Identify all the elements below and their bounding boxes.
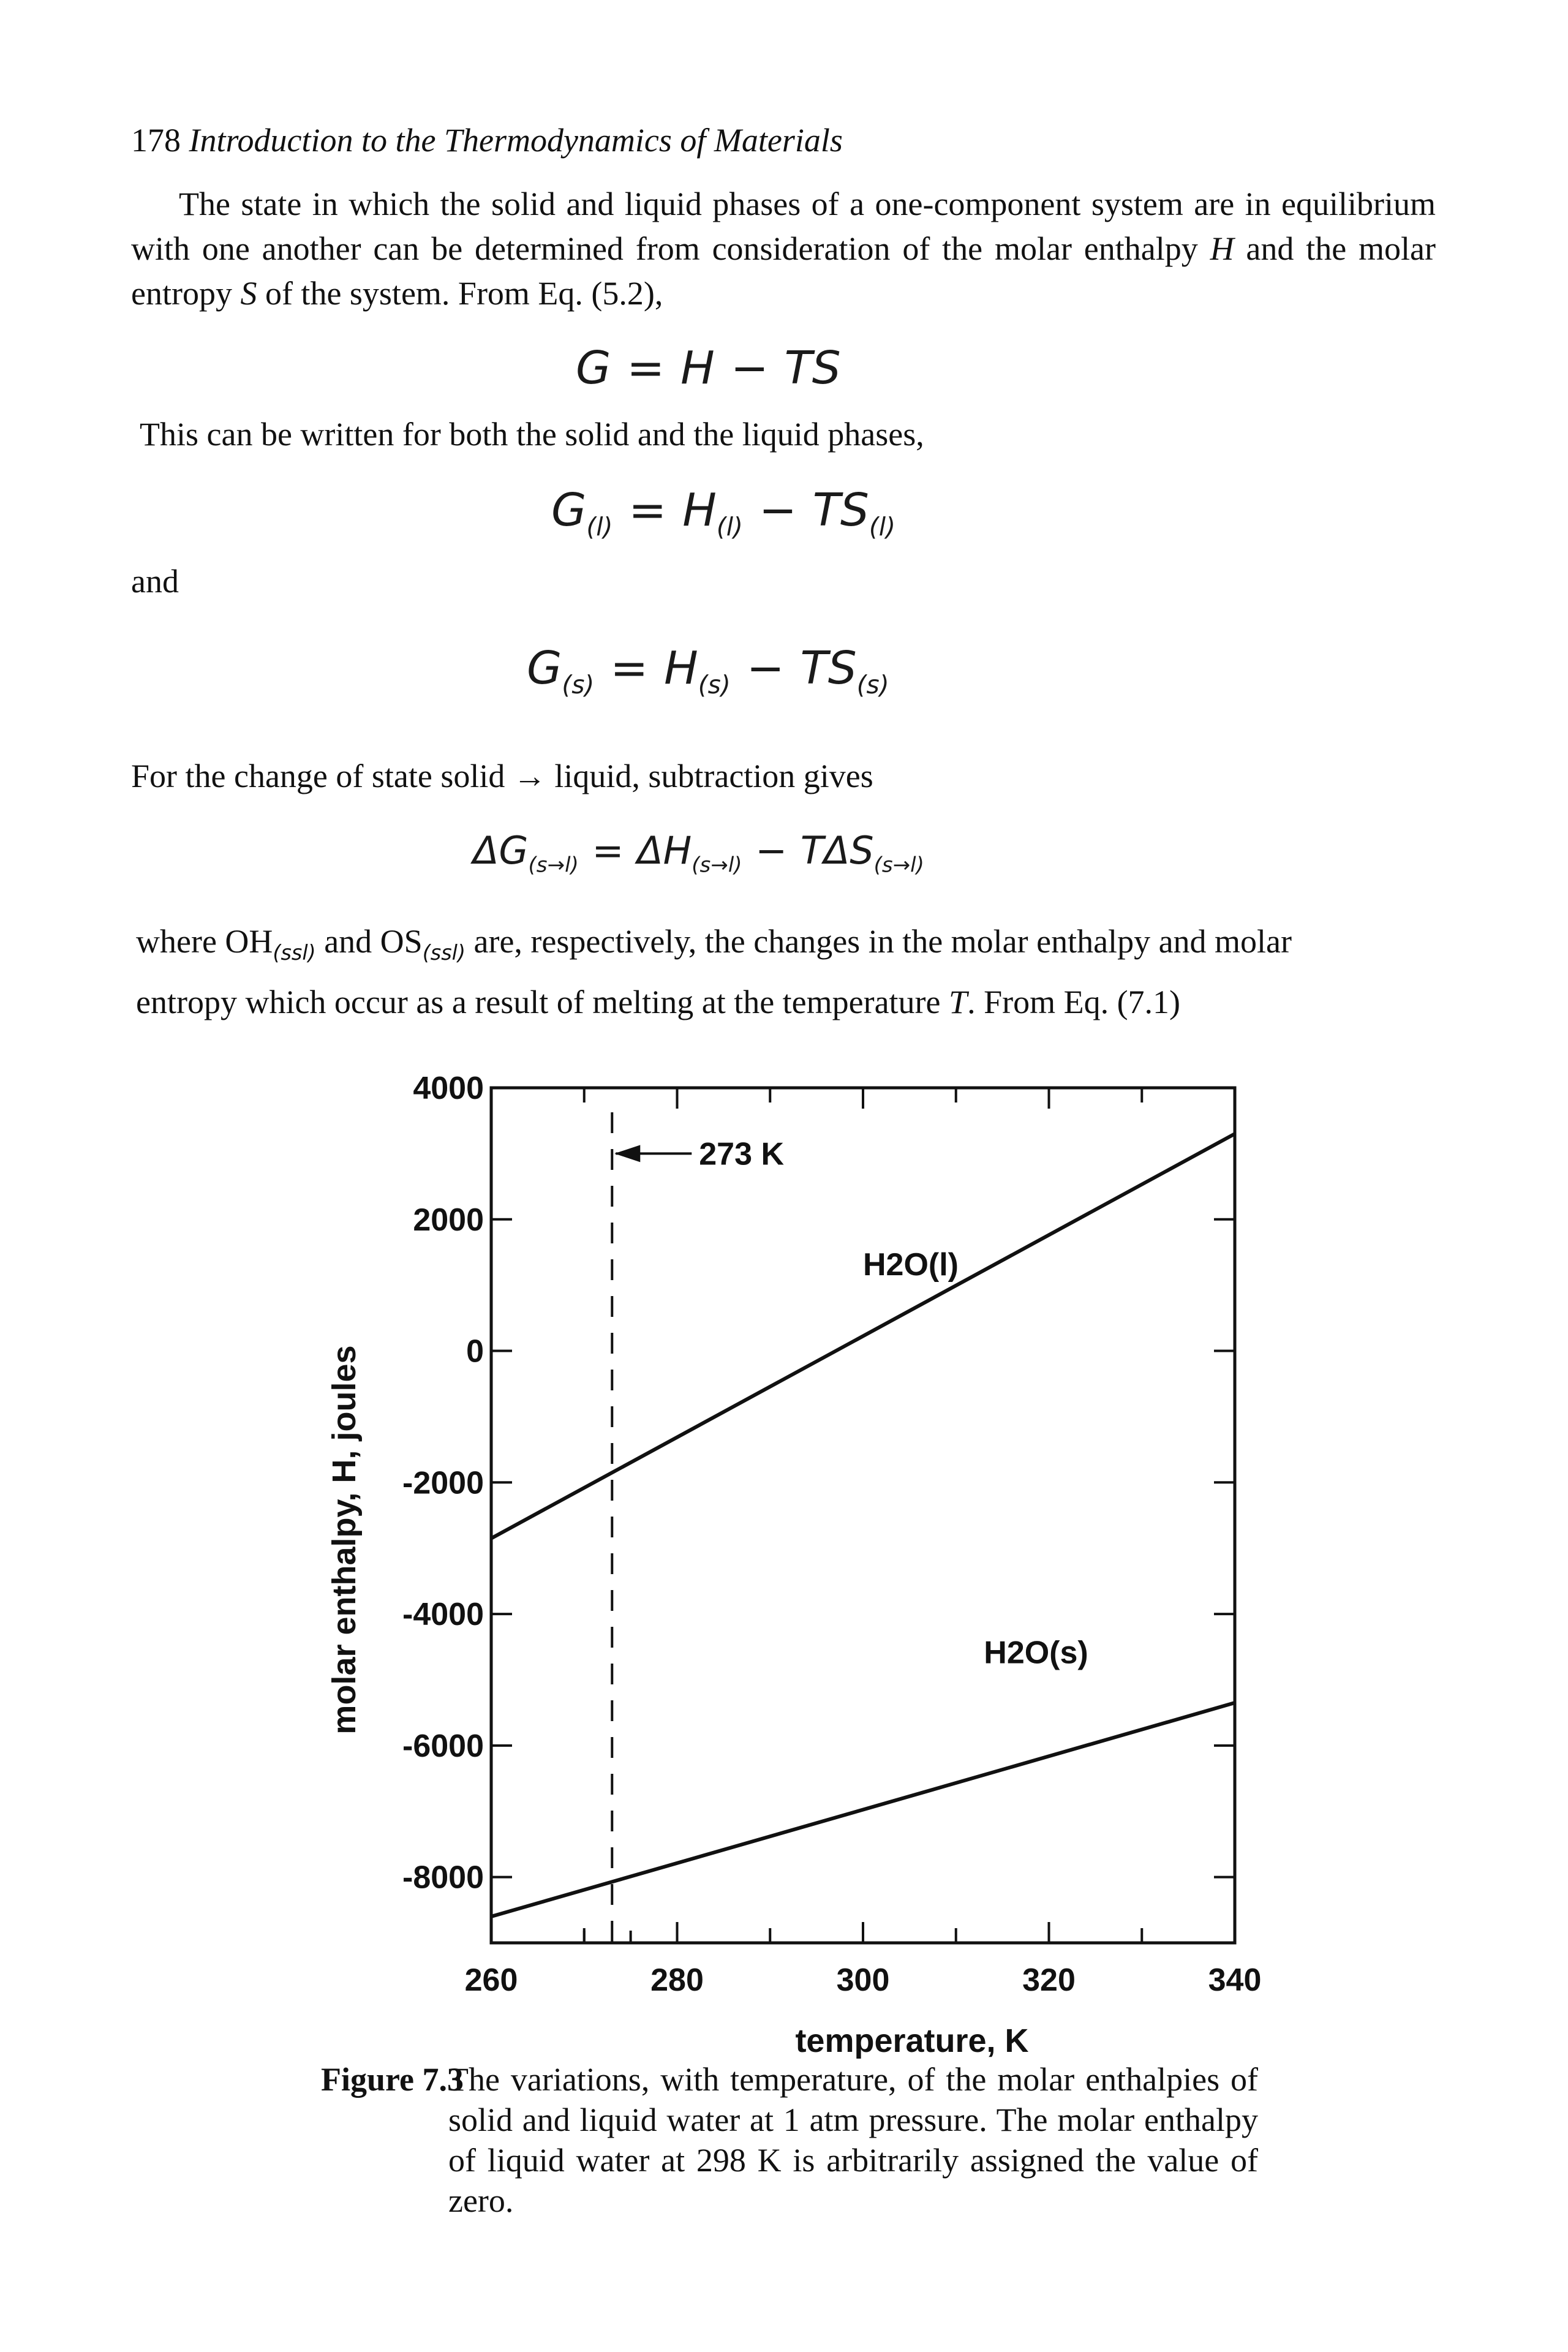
eq2-h: H (682, 484, 717, 537)
x-axis-label: temperature, K (795, 2022, 1029, 2059)
where-b: and OS (315, 923, 423, 960)
marker-label: 273 K (699, 1136, 785, 1172)
symbol-T: T (949, 984, 968, 1020)
equation-solid (527, 642, 889, 699)
eq3-g: G (527, 642, 562, 695)
entropy-a: entropy which occur as a result of melting at the temperature (136, 984, 949, 1020)
eq2-equals: = (628, 484, 667, 537)
eq2-sub-h: (l) (716, 511, 743, 541)
eq3-h: H (664, 642, 698, 695)
eq3-equals: = (610, 642, 649, 695)
eq3-sub-g: (s) (562, 669, 595, 699)
plot-frame (491, 1088, 1235, 1943)
figure-caption (321, 2059, 1258, 2221)
series-line-liquid (491, 1134, 1235, 1538)
y-tick-label: -8000 (402, 1860, 484, 1896)
eq4-dh: ΔH (637, 828, 692, 873)
eq2-minus: − (758, 484, 797, 537)
x-tick-label: 300 (836, 1962, 890, 1998)
eq1-ts: TS (784, 342, 841, 394)
line-change: For the change of state solid → liquid, subtraction gives (131, 758, 873, 794)
eq1-minus: − (730, 342, 769, 394)
y-tick-label: 2000 (413, 1202, 484, 1238)
eq4-dg: ΔG (473, 828, 529, 873)
where-c: are, respectively, the changes in the molar enthalpy and molar (466, 923, 1292, 960)
eq1-h: H (680, 342, 715, 394)
book-title: Introduction to the Thermodynamics of Materials (189, 122, 843, 159)
eq4-equals: = (592, 828, 624, 873)
y-tick-label: 4000 (413, 1071, 484, 1106)
eq4-sub-h: (s→l) (692, 853, 742, 878)
eq1-equals: = (627, 342, 665, 394)
x-tick-label: 340 (1208, 1962, 1262, 1998)
eq3-ts: TS (800, 642, 857, 695)
marker-arrow-head (614, 1145, 640, 1162)
series-line-solid (491, 1703, 1235, 1917)
symbol-S: S (240, 275, 257, 312)
eq2-sub-g: (l) (586, 511, 613, 541)
y-tick-label: 0 (466, 1333, 484, 1370)
eq3-minus: − (746, 642, 785, 695)
y-tick-label: -2000 (402, 1465, 484, 1501)
entropy-line (136, 983, 1180, 1021)
eq2-sub-s: (l) (869, 511, 895, 541)
eq2-ts: TS (812, 484, 869, 537)
paragraph-1-end: of the system. From Eq. (5.2), (257, 275, 663, 312)
where-line (136, 922, 1292, 965)
eq4-sub-g: (s→l) (528, 853, 579, 878)
paragraph-1-mid: and the molar entropy (131, 230, 1436, 312)
x-tick-label: 320 (1022, 1962, 1076, 1998)
symbol-H: H (1210, 230, 1234, 267)
x-tick-label: 280 (650, 1962, 704, 1998)
eq3-sub-s: (s) (856, 669, 889, 699)
caption-text: The variations, with temperature, of the molar enthalpies of solid and liquid water at 1 atm pressure. The molar enthalpy of liquid water at 298 K is arbitrarily assigned the value of zero. (448, 2061, 1258, 2219)
where-a: where OH (136, 923, 273, 960)
y-tick-label: -6000 (402, 1728, 484, 1764)
eq3-sub-h: (s) (698, 669, 731, 699)
series-label-liquid: H2O(l) (863, 1247, 959, 1283)
y-axis-label: molar enthalpy, H, joules (326, 1345, 363, 1735)
paragraph-1 (131, 182, 1436, 316)
eq4-minus: − (755, 828, 788, 873)
where-sub1: (ssl) (273, 940, 316, 965)
eq2-g: G (551, 484, 587, 537)
enthalpy-chart (306, 1054, 1286, 2070)
series-label-solid: H2O(s) (984, 1635, 1088, 1671)
equation-change (473, 828, 924, 877)
eq4-sub-s: (s→l) (873, 853, 924, 878)
running-header (131, 121, 843, 159)
eq1-g: G (576, 342, 611, 394)
line-written: This can be written for both the solid and the liquid phases, (140, 416, 924, 453)
eq4-tds: TΔS (800, 828, 874, 873)
page-number: 178 (131, 122, 181, 159)
caption-label: Figure 7.3 (321, 2061, 464, 2098)
x-tick-label: 260 (464, 1962, 518, 1998)
y-tick-label: -4000 (402, 1597, 484, 1633)
paragraph-1-text: The state in which the solid and liquid phases of a one-component system are in equilibrium with one another can be determined from consideration of the molar enthalpy (131, 186, 1436, 267)
entropy-b: . From Eq. (7.1) (967, 984, 1181, 1020)
equation-gibbs (576, 342, 841, 394)
where-sub2: (ssl) (422, 940, 466, 965)
line-and: and (131, 563, 179, 600)
equation-liquid (551, 484, 895, 541)
